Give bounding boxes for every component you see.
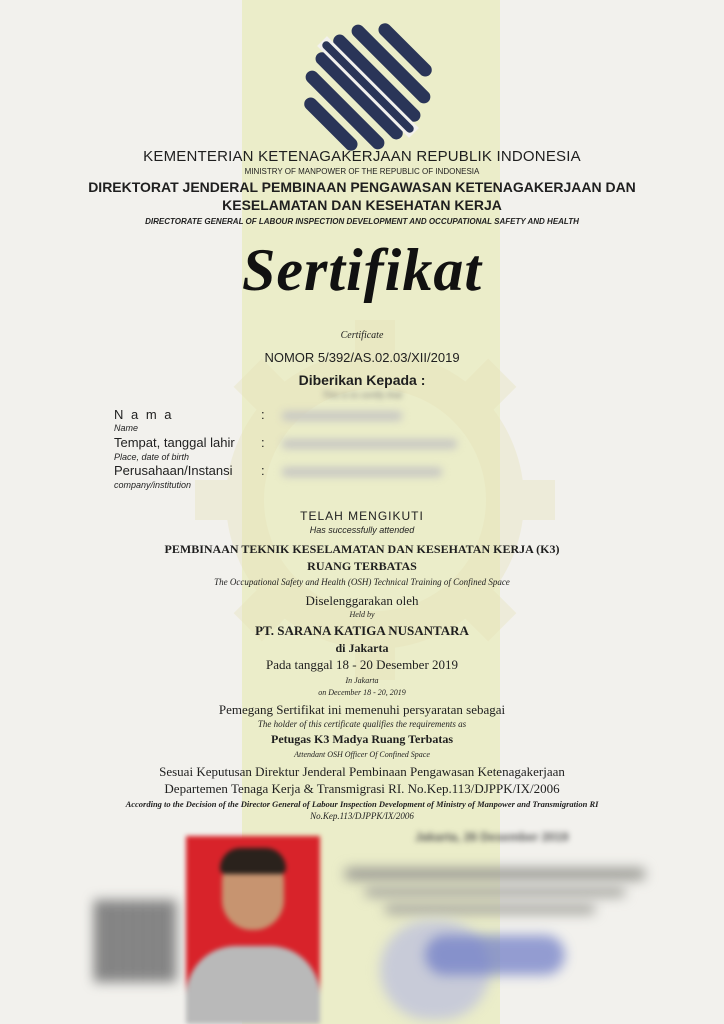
company-label: Perusahaan/Instansi	[114, 463, 233, 478]
decision-en-line-1: According to the Decision of the Director General of Labour Inspection Development of Ministry of Manpower and Transmigration RI	[125, 799, 599, 809]
company-sublabel: company/institution	[114, 480, 192, 490]
birth-value-redacted	[282, 439, 457, 449]
organizer-name: PT. SARANA KATIGA NUSANTARA	[255, 623, 469, 638]
training-date-en: on December 18 - 20, 2019	[318, 688, 406, 697]
name-sublabel: Name	[114, 423, 139, 433]
signatory-title-line-1	[345, 868, 645, 880]
training-location: di Jakarta	[335, 641, 389, 655]
certificate-number: NOMOR 5/392/AS.02.03/XII/2019	[264, 350, 460, 365]
held-by-label: Diselenggarakan oleh	[305, 593, 419, 608]
name-label: N a m a	[114, 407, 174, 422]
training-date: Pada tanggal 18 - 20 Desember 2019	[265, 657, 459, 672]
company-colon: :	[261, 463, 265, 478]
directorate-en: DIRECTORATE GENERAL OF LABOUR INSPECTION DEVELOPMENT AND OCCUPATIONAL SAFETY AND HEALTH	[145, 217, 579, 226]
given-to-label-en: This is to certify that	[321, 390, 403, 400]
name-colon: :	[261, 407, 265, 422]
qr-code-icon	[95, 900, 177, 982]
birth-label: Tempat, tanggal lahir	[114, 435, 235, 450]
held-by-label-en: Held by	[349, 610, 375, 619]
certificate-title: Sertifikat	[241, 237, 482, 303]
attended-label: TELAH MENGIKUTI	[300, 509, 424, 523]
decision-line-1: Sesuai Keputusan Direktur Jenderal Pembinaan Pengawasan Ketenagakerjaan	[159, 764, 565, 779]
signature-icon	[425, 935, 565, 975]
company-value-redacted	[282, 467, 442, 477]
decision-en-line-2: No.Kep.113/DJPPK/IX/2006	[310, 811, 414, 821]
course-line-1: PEMBINAAN TEKNIK KESELAMATAN DAN KESEHATAN KERJA (K3)	[164, 542, 560, 556]
qualification-role-en: Attendant OSH Officer Of Confined Space	[294, 750, 430, 759]
birth-sublabel: Place, date of birth	[114, 452, 190, 462]
holder-statement: Pemegang Sertifikat ini memenuhi persyaratan sebagai	[218, 702, 506, 717]
ministry-name-en: MINISTRY OF MANPOWER OF THE REPUBLIC OF INDONESIA	[244, 167, 480, 176]
ministry-emblem-icon	[303, 22, 433, 152]
attended-label-en: Has successfully attended	[309, 525, 415, 535]
directorate-line-1: DIREKTORAT JENDERAL PEMBINAAN PENGAWASAN KETENAGAKERJAAN DAN	[88, 179, 636, 195]
directorate-line-2: KESELAMATAN DAN KESEHATAN KERJA	[222, 197, 502, 213]
course-en: The Occupational Safety and Health (OSH) Technical Training of Confined Space	[214, 577, 510, 587]
given-to-label: Diberikan Kepada :	[298, 372, 426, 388]
training-location-en: In Jakarta	[345, 676, 379, 685]
signature-place-date: Jakarta, 26 Desember 2019	[415, 830, 569, 844]
holder-photo	[186, 836, 320, 1024]
qualification-role: Petugas K3 Madya Ruang Terbatas	[270, 732, 454, 746]
birth-colon: :	[261, 435, 265, 450]
ministry-name: KEMENTERIAN KETENAGAKERJAAN REPUBLIK INDONESIA	[143, 148, 581, 165]
name-value-redacted	[282, 411, 402, 421]
course-line-2: RUANG TERBATAS	[307, 559, 417, 573]
decision-line-2: Departemen Tenaga Kerja & Transmigrasi RI. No.Kep.113/DJPPK/IX/2006	[164, 781, 560, 796]
photo-shirt	[186, 946, 320, 1024]
signatory-title-line-2	[365, 887, 625, 897]
signatory-title-line-3	[385, 904, 595, 914]
certificate-subtitle: Certificate	[340, 330, 384, 341]
photo-hair	[220, 848, 286, 874]
holder-statement-en: The holder of this certificate qualifies the requirements as	[257, 719, 467, 729]
